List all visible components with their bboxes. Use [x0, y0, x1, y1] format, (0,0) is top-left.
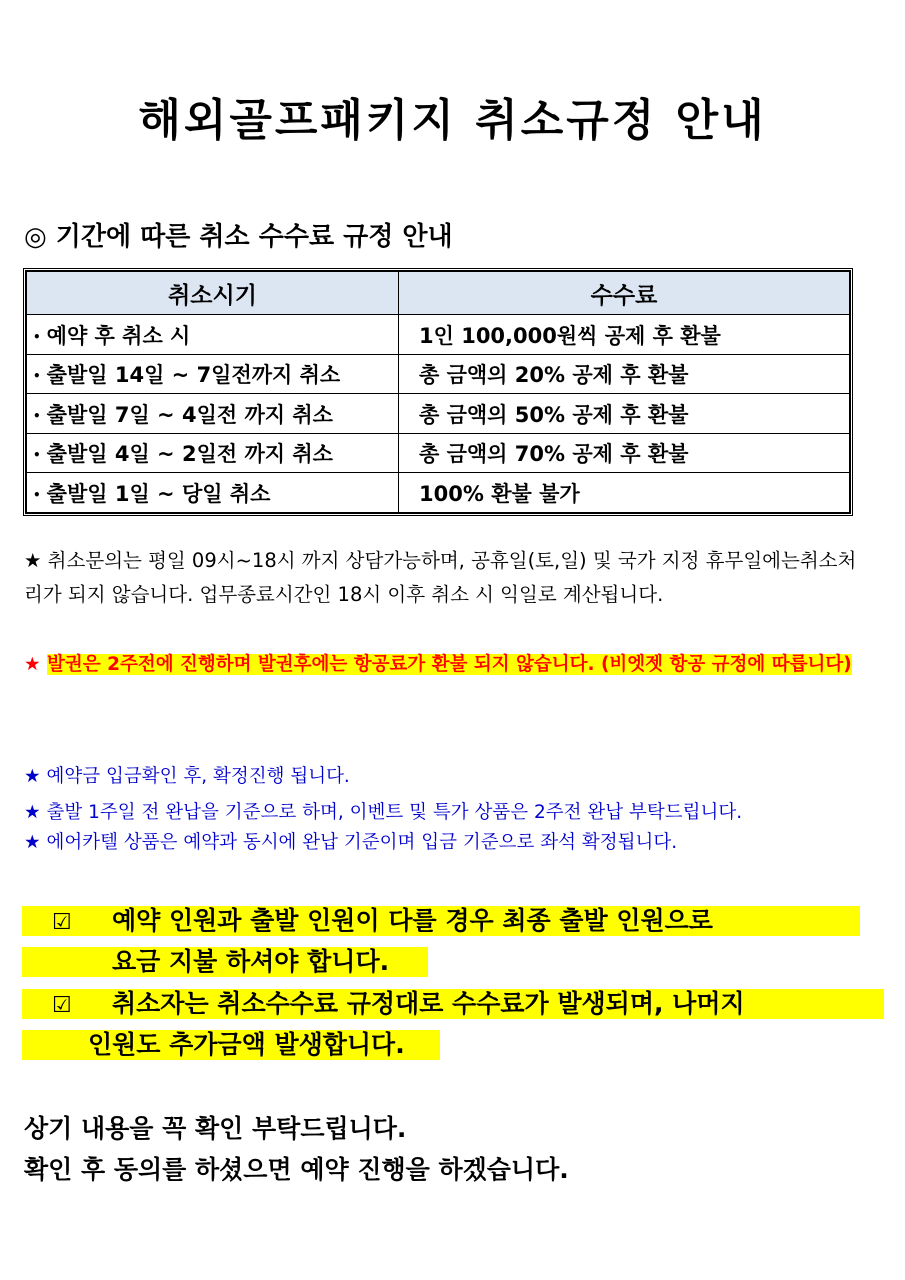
column-header-fee: 수수료 [399, 272, 850, 315]
period-cell: • 출발일 14일 ~ 7일전까지 취소 [27, 354, 399, 394]
fee-cell: 100% 환불 불가 [399, 473, 850, 513]
checkbox-icon: ☑ [52, 993, 72, 1018]
checkbox-icon: ☑ [52, 910, 72, 935]
highlight-line: ☑ 예약 인원과 출발 인원이 다를 경우 최종 출발 인원으로 [22, 906, 860, 936]
period-cell: • 출발일 7일 ~ 4일전 까지 취소 [27, 394, 399, 434]
period-cell: • 출발일 1일 ~ 당일 취소 [27, 473, 399, 513]
fee-cell: 총 금액의 20% 공제 후 환불 [399, 354, 850, 394]
ticketing-warning-text: 발권은 2주전에 진행하며 발권후에는 항공료가 환불 되지 않습니다. (비엣젯 항공 규정에 따릅니다) [47, 654, 852, 675]
closing-line: 상기 내용을 꼭 확인 부탁드립니다. [24, 1114, 407, 1143]
fee-cell: 1인 100,000원씩 공제 후 환불 [399, 315, 850, 355]
table-row [27, 354, 850, 394]
period-cell: • 예약 후 취소 시 [27, 315, 399, 355]
table-row [27, 433, 850, 473]
cancellation-fee-table [23, 268, 853, 516]
column-header-period: 취소시기 [27, 272, 399, 315]
ticketing-warning [24, 648, 864, 682]
bullet-icon: • [33, 487, 41, 502]
star-icon: ★ [24, 654, 48, 675]
fee-cell: 총 금액의 50% 공제 후 환불 [399, 394, 850, 434]
highlight-line: ☑ 취소자는 취소수수료 규정대로 수수료가 발생되며, 나머지 [22, 989, 884, 1019]
fee-cell: 총 금액의 70% 공제 후 환불 [399, 433, 850, 473]
bullet-icon: • [33, 448, 41, 463]
deposit-note: ★ 예약금 입금확인 후, 확정진행 됩니다. [24, 766, 350, 787]
section-heading: ◎ 기간에 따른 취소 수수료 규정 안내 [24, 222, 453, 252]
highlight-line: 인원도 추가금액 발생합니다. [22, 1030, 440, 1060]
closing-line: 확인 후 동의를 하셨으면 예약 진행을 하겠습니다. [24, 1155, 569, 1184]
highlight-line: 요금 지불 하셔야 합니다. [22, 947, 428, 977]
bullet-icon: • [33, 329, 41, 344]
table-header-row [27, 272, 850, 315]
aircartel-note: ★ 에어카텔 상품은 예약과 동시에 완납 기준이며 입금 기준으로 좌석 확정됩니다. [24, 832, 678, 853]
table-row [27, 473, 850, 513]
inquiry-hours-notice: ★ 취소문의는 평일 09시~18시 까지 상담가능하며, 공휴일(토,일) 및 국가 지정 휴무일에는취소처리가 되지 않습니다. 업무종료시간인 18시 이후 취소 시 익일로 계산됩니다. [24, 549, 857, 606]
payment-deadline-note: ★ 출발 1주일 전 완납을 기준으로 하며, 이벤트 및 특가 상품은 2주전 완납 부탁드립니다. [24, 802, 743, 823]
period-cell: • 출발일 4일 ~ 2일전 까지 취소 [27, 433, 399, 473]
bullet-icon: • [33, 369, 41, 384]
bullet-icon: • [33, 408, 41, 423]
table-row [27, 394, 850, 434]
page-title: 해외골프패키지 취소규정 안내 [138, 95, 767, 146]
table-row [27, 315, 850, 355]
